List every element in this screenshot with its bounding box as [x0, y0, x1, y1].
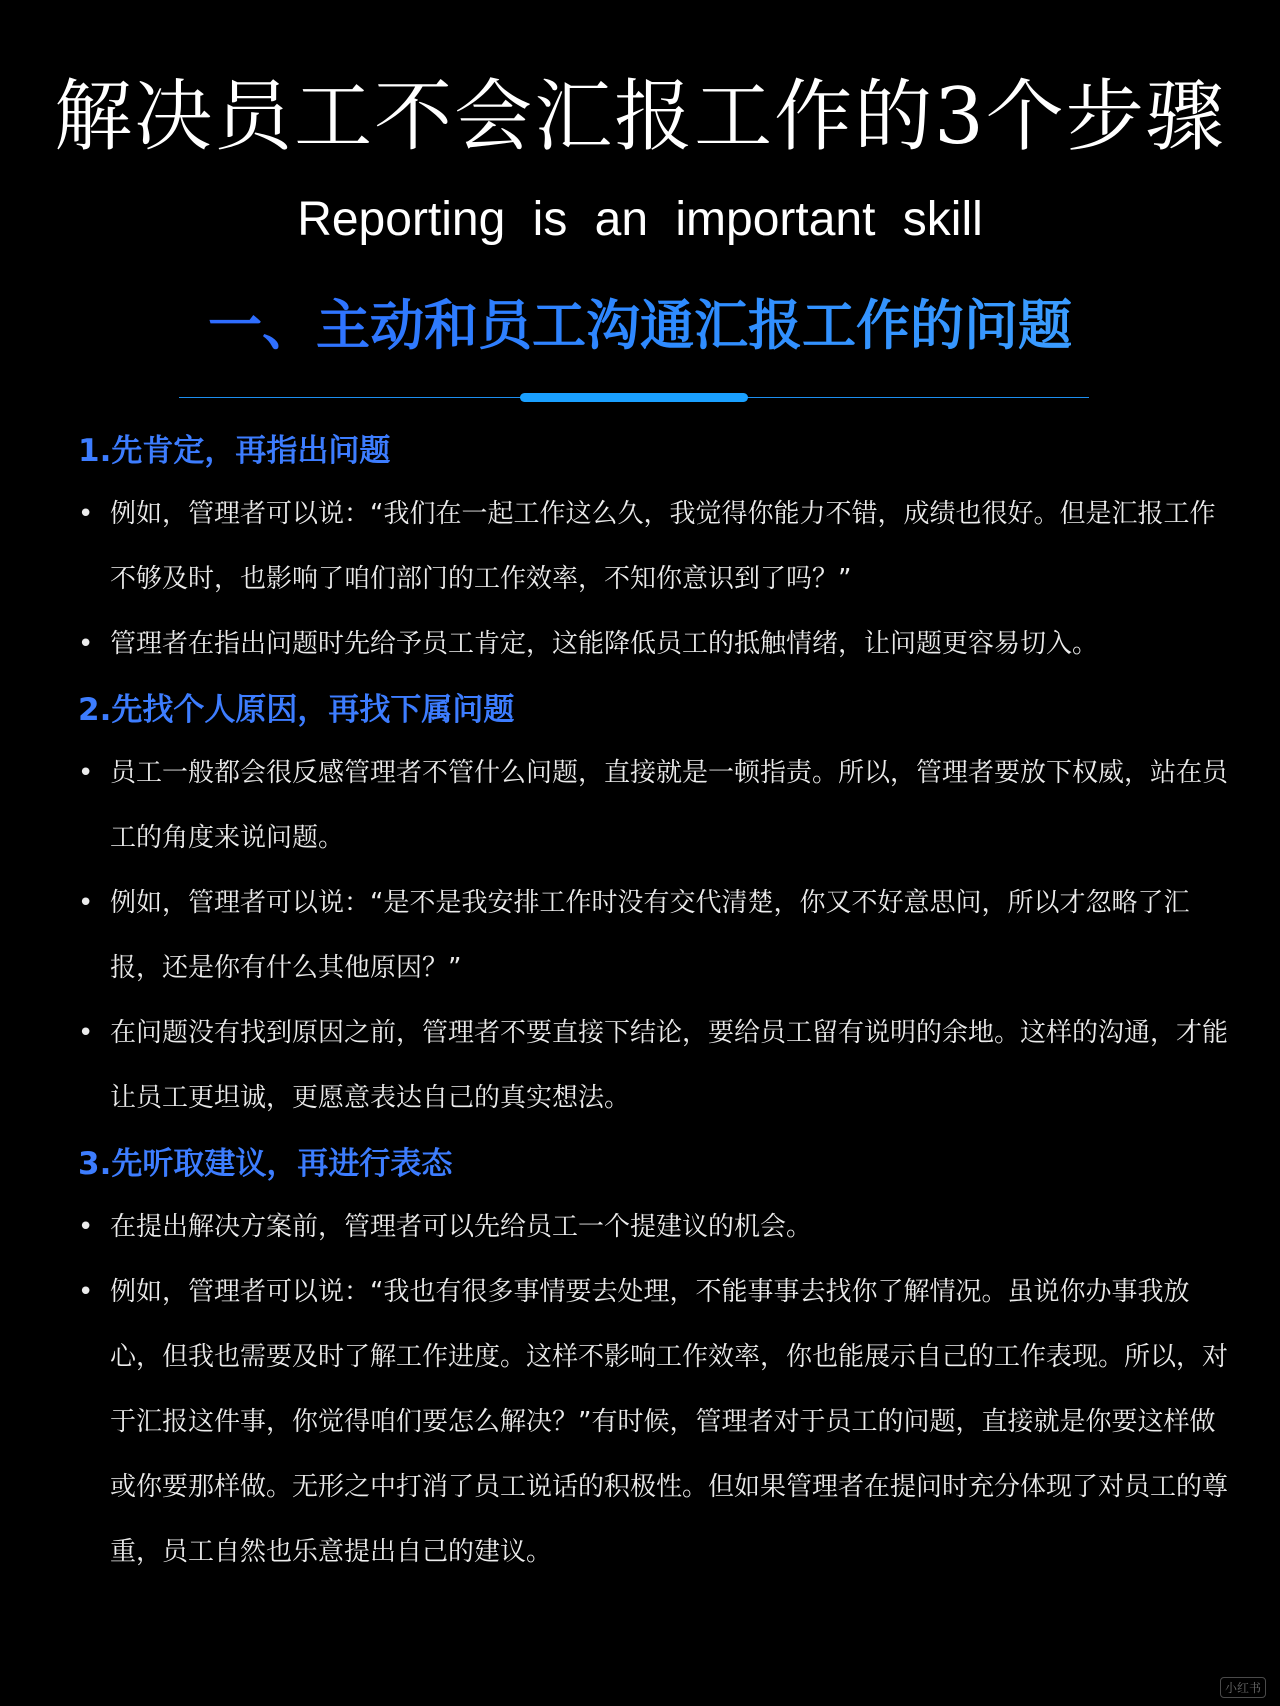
step-heading: 3.先听取建议，再进行表态 [78, 1146, 453, 1182]
watermark-logo: 小红书 [1220, 1677, 1266, 1698]
list-item [78, 741, 1238, 871]
list-item [78, 1195, 1238, 1260]
list-item-text: 在提出解决方案前，管理者可以先给员工一个提建议的机会。 [110, 1212, 813, 1242]
list-item-text: 员工一般都会很反感管理者不管什么问题，直接就是一顿指责。所以，管理者要放下权威，站在员工的角度来说问题。 [110, 758, 1229, 853]
list-item-text: 管理者在指出问题时先给予员工肯定，这能降低员工的抵触情绪，让问题更容易切入。 [110, 629, 1099, 659]
bullet-icon: • [78, 758, 94, 788]
step-1 [78, 420, 1238, 677]
list-item-text: 例如，管理者可以说：“我也有很多事情要去处理，不能事事去找你了解情况。虽说你办事我放心，但我也需要及时了解工作进度。这样不影响工作效率，你也能展示自己的工作表现。所以，对于汇报这件事，你觉得咱们要怎么解决？”有时候，管理者对于员工的问题，直接就是你要这样做或你要那样做。无形之中打消了员工说话的积极性。但如果管理者在提问时充分体现了对员工的尊重，员工自然也乐意提出自己的建议。 [110, 1277, 1229, 1567]
section-heading [0, 288, 1280, 364]
section-heading-text: 一、主动和员工沟通汇报工作的问题 [208, 294, 1072, 357]
step-2 [78, 679, 1238, 1131]
bullet-icon: • [78, 888, 94, 918]
step-item-list [78, 482, 1238, 677]
bullet-icon: • [78, 499, 94, 529]
bullet-icon: • [78, 1212, 94, 1242]
list-item [78, 482, 1238, 612]
step-heading: 1.先肯定，再指出问题 [78, 433, 391, 469]
list-item-text: 例如，管理者可以说：“我们在一起工作这么久，我觉得你能力不错，成绩也很好。但是汇报工作不够及时，也影响了咱们部门的工作效率，不知你意识到了吗？” [110, 499, 1216, 594]
list-item-text: 在问题没有找到原因之前，管理者不要直接下结论，要给员工留有说明的余地。这样的沟通，才能让员工更坦诚，更愿意表达自己的真实想法。 [110, 1018, 1229, 1113]
divider-accent-bar [520, 393, 748, 402]
list-item [78, 1260, 1238, 1585]
step-item-list [78, 1195, 1238, 1585]
steps-content [78, 420, 1238, 1587]
page-title: 解决员工不会汇报工作的3个步骤 [54, 72, 1226, 162]
list-item [78, 612, 1238, 677]
list-item [78, 1001, 1238, 1131]
bullet-icon: • [78, 629, 94, 659]
page-subtitle: Reporting is an important skill [297, 193, 983, 246]
bullet-icon: • [78, 1277, 94, 1307]
step-heading: 2.先找个人原因，再找下属问题 [78, 692, 515, 728]
step-item-list [78, 741, 1238, 1131]
bullet-icon: • [78, 1018, 94, 1048]
list-item-text: 例如，管理者可以说：“是不是我安排工作时没有交代清楚，你又不好意思问，所以才忽略了汇报，还是你有什么其他原因？” [110, 888, 1190, 983]
list-item [78, 871, 1238, 1001]
step-3 [78, 1133, 1238, 1585]
